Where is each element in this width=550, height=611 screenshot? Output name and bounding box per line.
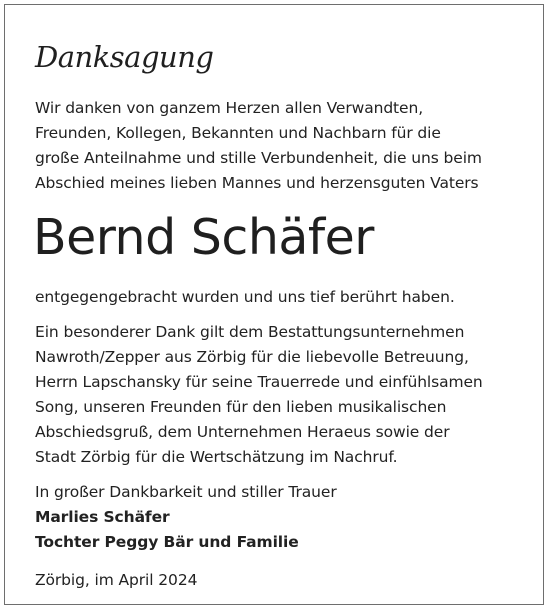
deceased-name: Bernd Schäfer bbox=[33, 209, 374, 266]
thanks-line: Stadt Zörbig für die Wertschätzung im Nachruf. bbox=[35, 448, 398, 466]
thanks-line: Herrn Lapschansky für seine Trauerrede und einfühlsamen bbox=[35, 373, 483, 391]
notice-heading: Danksagung bbox=[35, 40, 214, 74]
signatory-name: Marlies Schäfer bbox=[35, 508, 170, 526]
after-name-line: entgegengebracht wurden und uns tief berührt haben. bbox=[35, 288, 455, 306]
signatory-name: Tochter Peggy Bär und Familie bbox=[35, 533, 299, 551]
after-name-paragraph bbox=[35, 285, 455, 310]
intro-line: große Anteilnahme und stille Verbundenheit, die uns beim bbox=[35, 149, 482, 167]
intro-line: Abschied meines lieben Mannes und herzensguten Vaters bbox=[35, 174, 479, 192]
closing-line: In großer Dankbarkeit und stiller Trauer bbox=[35, 483, 337, 501]
thanks-line: Abschiedsgruß, dem Unternehmen Heraeus sowie der bbox=[35, 423, 450, 441]
closing-block bbox=[35, 480, 337, 555]
obituary-thanks-card bbox=[4, 4, 544, 605]
place-date bbox=[35, 568, 197, 593]
place-date-line: Zörbig, im April 2024 bbox=[35, 571, 198, 589]
intro-line: Freunden, Kollegen, Bekannten und Nachbarn für die bbox=[35, 124, 441, 142]
intro-line: Wir danken von ganzem Herzen allen Verwandten, bbox=[35, 99, 424, 117]
thanks-line: Ein besonderer Dank gilt dem Bestattungsunternehmen bbox=[35, 323, 465, 341]
intro-paragraph bbox=[35, 96, 482, 196]
thanks-line: Song, unseren Freunden für den lieben musikalischen bbox=[35, 398, 447, 416]
thanks-paragraph bbox=[35, 320, 483, 470]
thanks-line: Nawroth/Zepper aus Zörbig für die liebevolle Betreuung, bbox=[35, 348, 469, 366]
